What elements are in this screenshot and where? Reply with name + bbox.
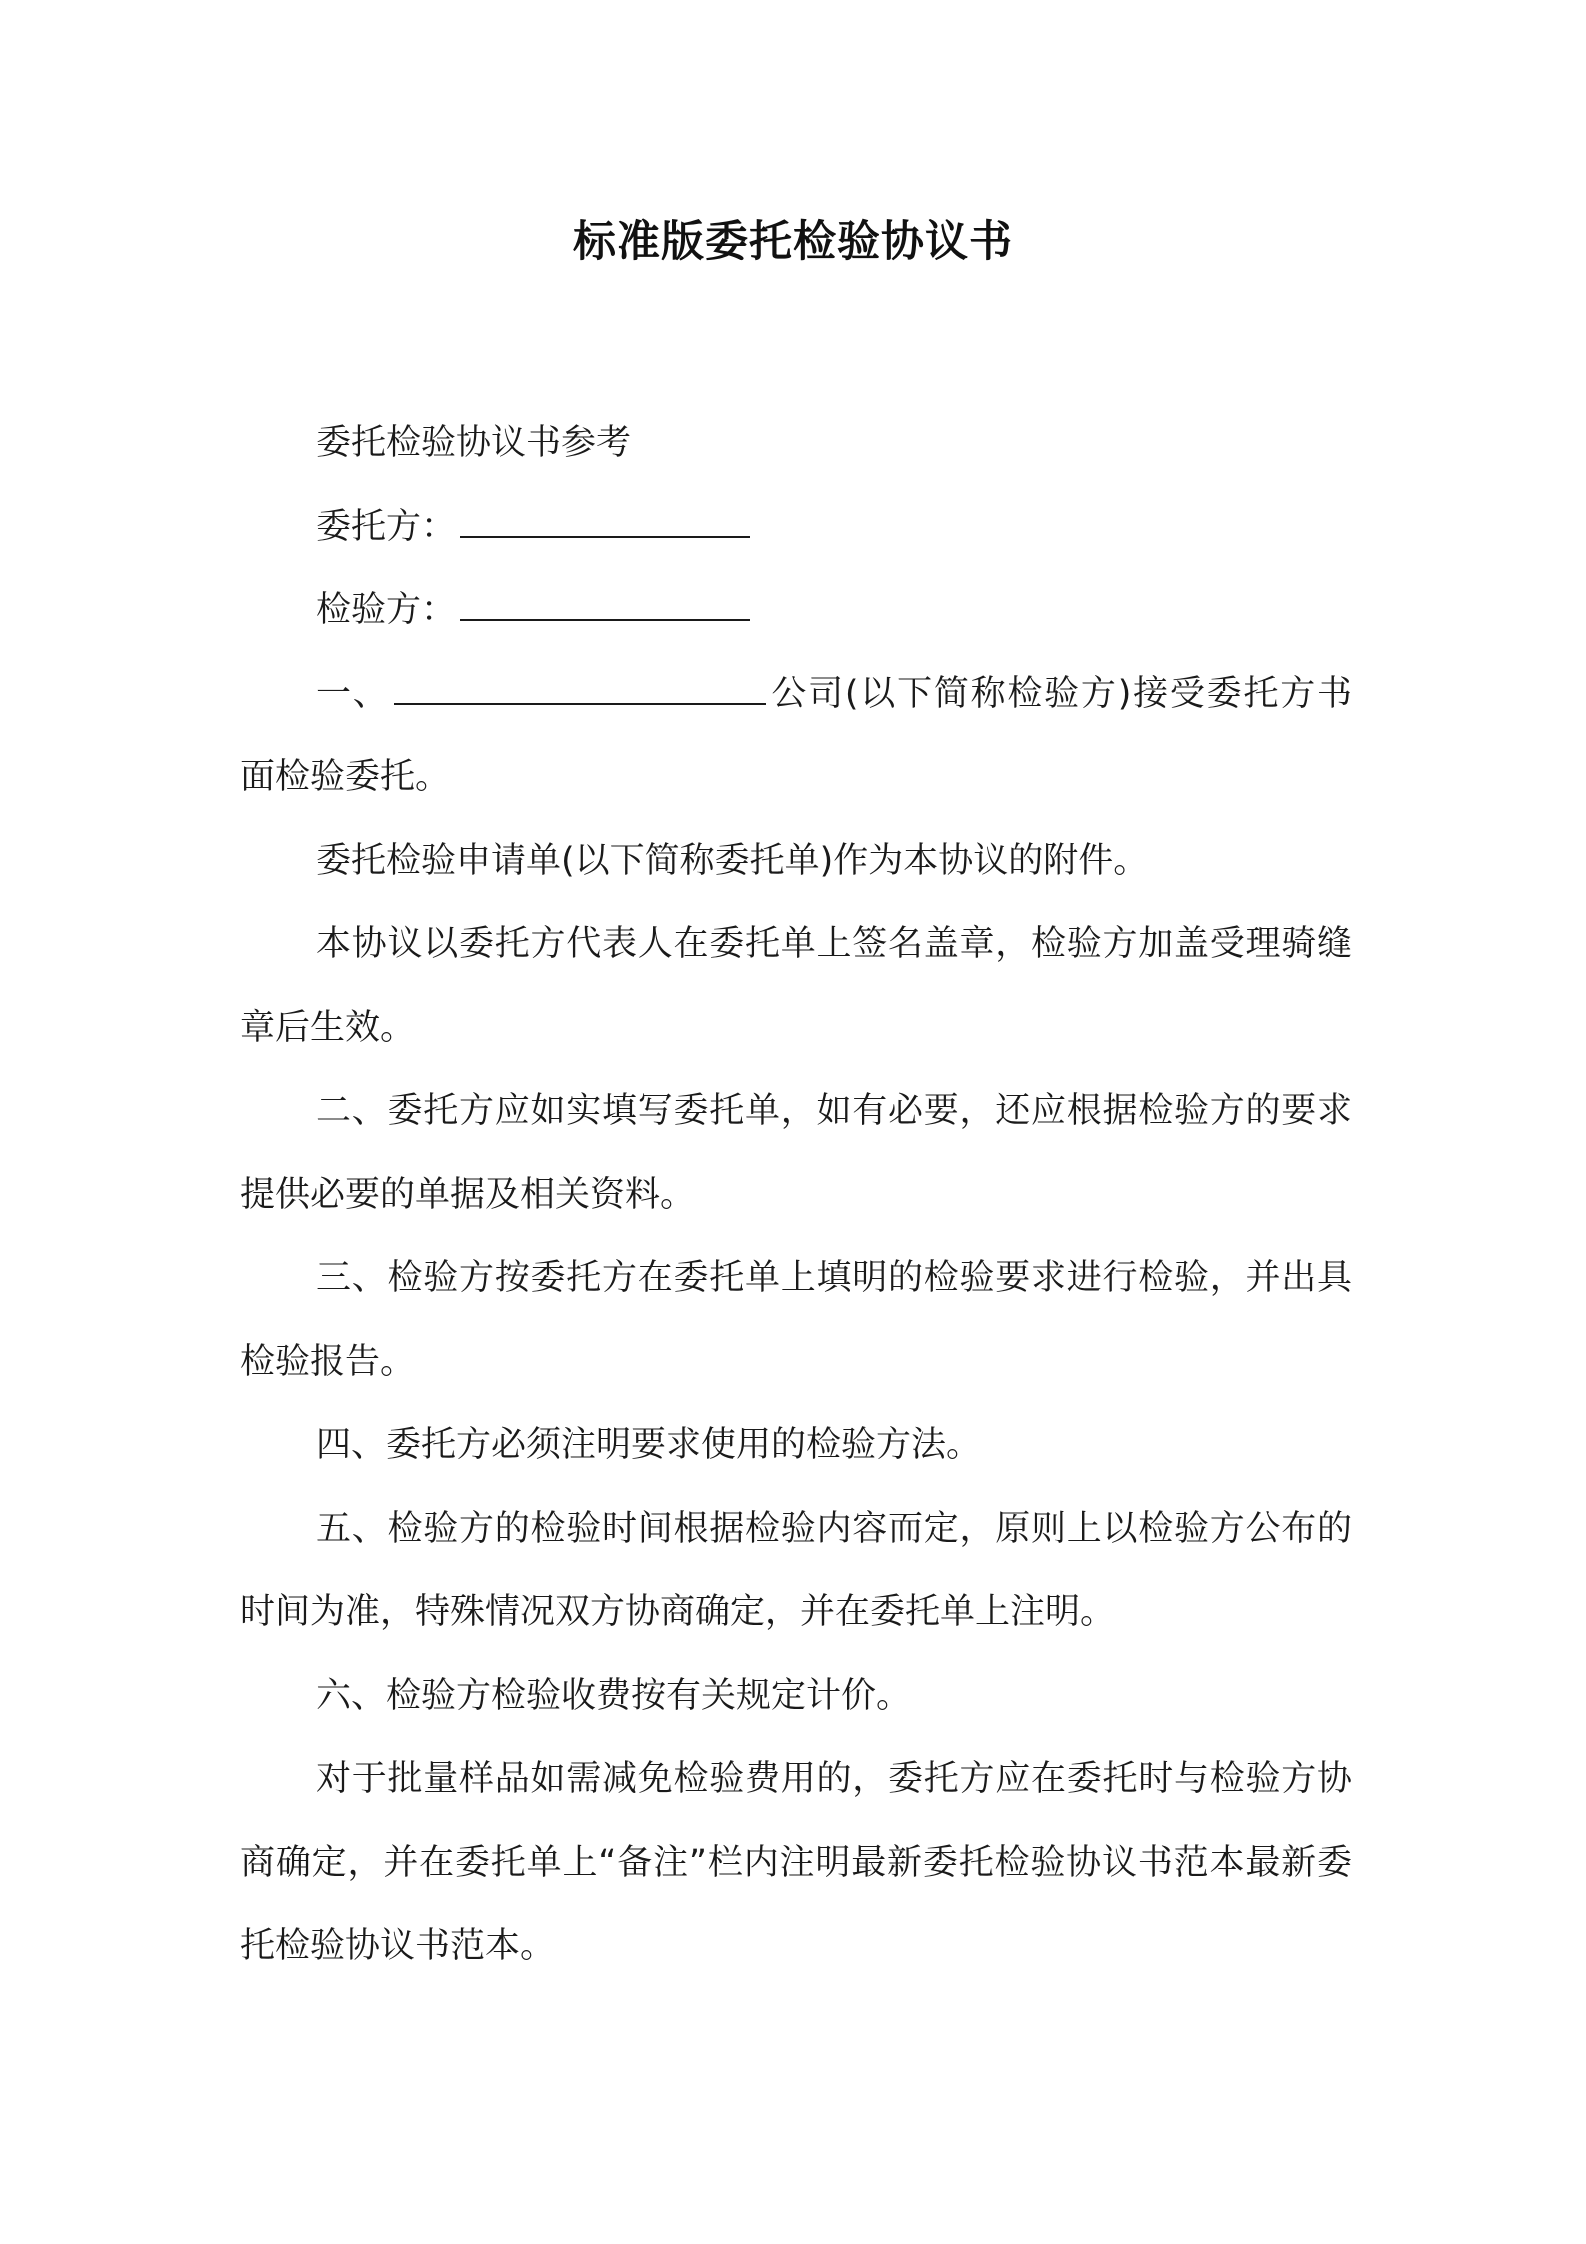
- clause-3: 三、检验方按委托方在委托单上填明的检验要求进行检验，并出具检验报告。: [240, 1258, 1352, 1382]
- clause-1-text: 公司(以下简称检验方)接受委托方书面检验委托。: [240, 673, 1352, 797]
- effective-paragraph: 本协议以委托方代表人在委托单上签名盖章，检验方加盖受理骑缝章后生效。: [240, 924, 1352, 1048]
- document-body: [240, 402, 1352, 1989]
- document-title: 标准版委托检验协议书: [573, 217, 1013, 267]
- subtitle-line: 委托检验协议书参考: [316, 423, 632, 463]
- clause-1-prefix: 一、: [316, 673, 390, 714]
- discount-paragraph: 对于批量样品如需减免检验费用的，委托方应在委托时与检验方协商确定，并在委托单上“备注”栏内注明最新委托检验协议书范本最新委托检验协议书范本。: [240, 1759, 1352, 1966]
- attachment-paragraph: 委托检验申请单(以下简称委托单)作为本协议的附件。: [316, 840, 1149, 881]
- clause-4: 四、委托方必须注明要求使用的检验方法。: [316, 1425, 982, 1465]
- inspector-label: 检验方：: [316, 590, 457, 630]
- clause-1: [240, 653, 1352, 820]
- client-label: 委托方：: [316, 506, 457, 547]
- clause-5: 五、检验方的检验时间根据检验内容而定，原则上以检验方公布的时间为准，特殊情况双方协商确定，并在委托单上注明。: [240, 1508, 1352, 1632]
- clause-2: 二、委托方应如实填写委托单，如有必要，还应根据检验方的要求提供必要的单据及相关资料。: [240, 1091, 1352, 1215]
- company-blank: [394, 673, 766, 705]
- clause-6: 六、检验方检验收费按有关规定计价。: [316, 1675, 912, 1716]
- inspector-blank: [460, 589, 750, 621]
- client-line: [240, 486, 1352, 570]
- client-blank: [460, 506, 750, 538]
- inspector-line: [240, 569, 1352, 653]
